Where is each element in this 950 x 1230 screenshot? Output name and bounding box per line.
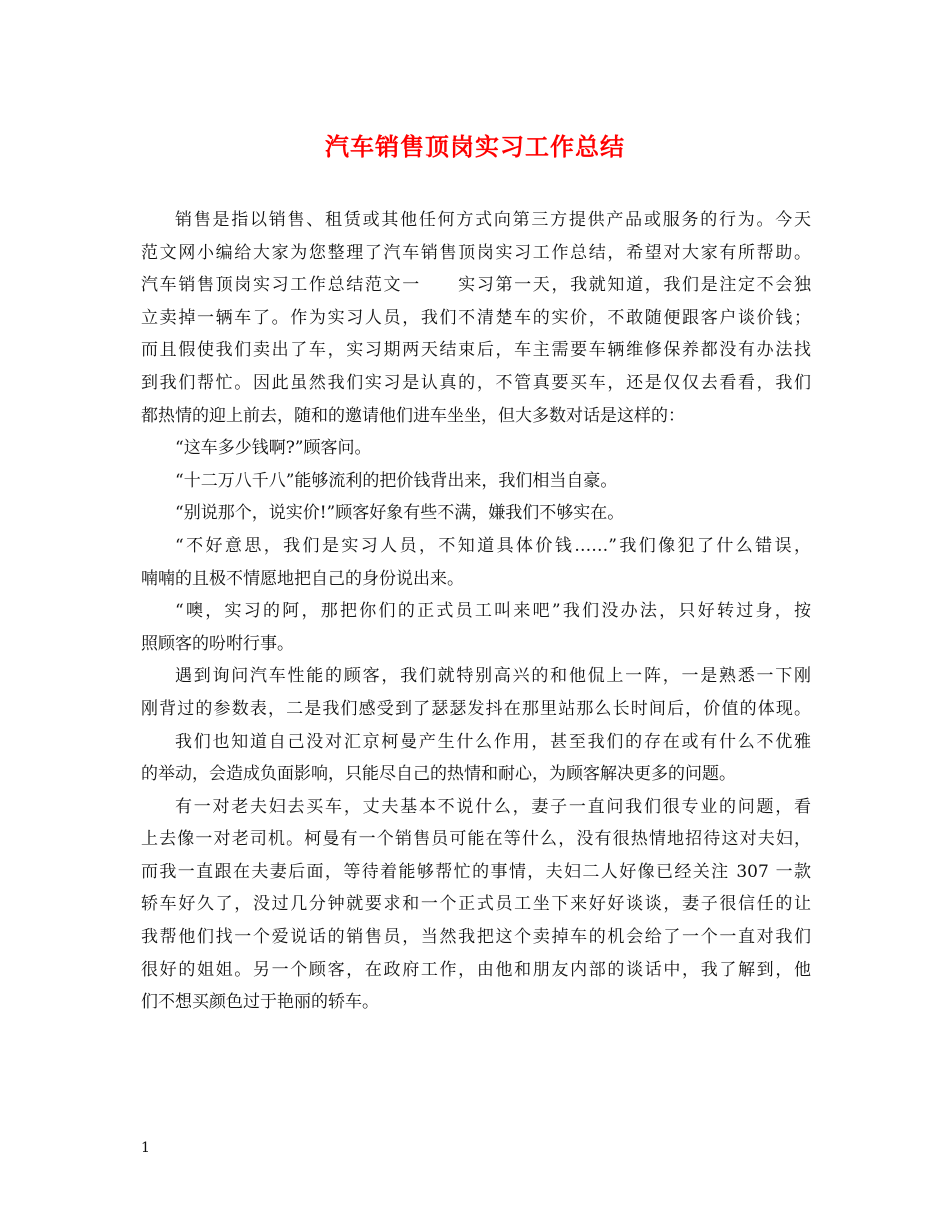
body-line-9: “十二万八千八”能够流利的把价钱背出来，我们相当自豪。 xyxy=(175,470,618,491)
body-line-1: 销售是指以销售、租赁或其他任何方式向第三方提供产品或服务的行为。今天 xyxy=(175,210,811,230)
body-line-14: 照顾客的吩咐行事。 xyxy=(141,633,294,654)
body-line-2: 范文网小编给大家为您整理了汽车销售顶岗实习工作总结，希望对大家有所帮助。 xyxy=(141,242,811,263)
body-line-12: 喃喃的且极不情愿地把自己的身份说出来。 xyxy=(141,568,464,589)
body-line-4: 立卖掉一辆车了。作为实习人员，我们不清楚车的实价，不敢随便跟客户谈价钱； xyxy=(141,307,811,328)
body-line-17: 我们也知道自己没对汇京柯曼产生什么作用，甚至我们的存在或有什么不优雅 xyxy=(175,731,811,752)
body-line-11: “不好意思，我们是实习人员，不知道具体价钱……”我们像犯了什么错误， xyxy=(175,535,811,556)
body-line-19: 有一对老夫妇去买车，丈夫基本不说什么，妻子一直问我们很专业的问题，看 xyxy=(175,796,811,817)
body-line-23: 我帮他们找一个爱说话的销售员，当然我把这个卖掉车的机会给了一个一直对我们 xyxy=(141,927,811,948)
body-line-3: 汽车销售顶岗实习工作总结范文一 实习第一天，我就知道，我们是注定不会独 xyxy=(141,275,811,296)
body-line-13: “噢，实习的阿，那把你们的正式员工叫来吧”我们没办法，只好转过身，按 xyxy=(175,601,811,622)
body-line-10: “别说那个，说实价!”顾客好象有些不满，嫌我们不够实在。 xyxy=(175,503,625,524)
page-number: 1 xyxy=(141,1140,150,1156)
body-line-16: 刚背过的参数表，二是我们感受到了瑟瑟发抖在那里站那么长时间后，价值的体现。 xyxy=(141,698,811,719)
body-line-20: 上去像一对老司机。柯曼有一个销售员可能在等什么，没有很热情地招待这对夫妇， xyxy=(141,829,811,850)
body-line-22: 轿车好久了，没过几分钟就要求和一个正式员工坐下来好好谈谈，妻子很信任的让 xyxy=(141,894,811,915)
document-title: 汽车销售顶岗实习工作总结 xyxy=(325,132,625,161)
body-line-8: “这车多少钱啊?”顾客问。 xyxy=(175,438,372,459)
body-line-25: 们不想买颜色过于艳丽的轿车。 xyxy=(141,992,379,1013)
body-line-7: 都热情的迎上前去，随和的邀请他们进车坐坐，但大多数对话是这样的： xyxy=(141,405,685,426)
body-line-5: 而且假使我们卖出了车，实习期两天结束后，车主需要车辆维修保养都没有办法找 xyxy=(141,340,811,361)
body-line-21: 而我一直跟在夫妻后面，等待着能够帮忙的事情，夫妇二人好像已经关注 307 一款 xyxy=(141,861,811,882)
body-line-6: 到我们帮忙。因此虽然我们实习是认真的，不管真要买车，还是仅仅去看看，我们 xyxy=(141,372,811,393)
body-line-24: 很好的姐姐。另一个顾客，在政府工作，由他和朋友内部的谈话中，我了解到，他 xyxy=(141,959,811,980)
document-body xyxy=(141,204,811,1019)
body-line-18: 的举动，会造成负面影响，只能尽自己的热情和耐心，为顾客解决更多的问题。 xyxy=(141,764,736,785)
body-line-15: 遇到询问汽车性能的顾客，我们就特别高兴的和他侃上一阵，一是熟悉一下刚 xyxy=(175,666,811,687)
